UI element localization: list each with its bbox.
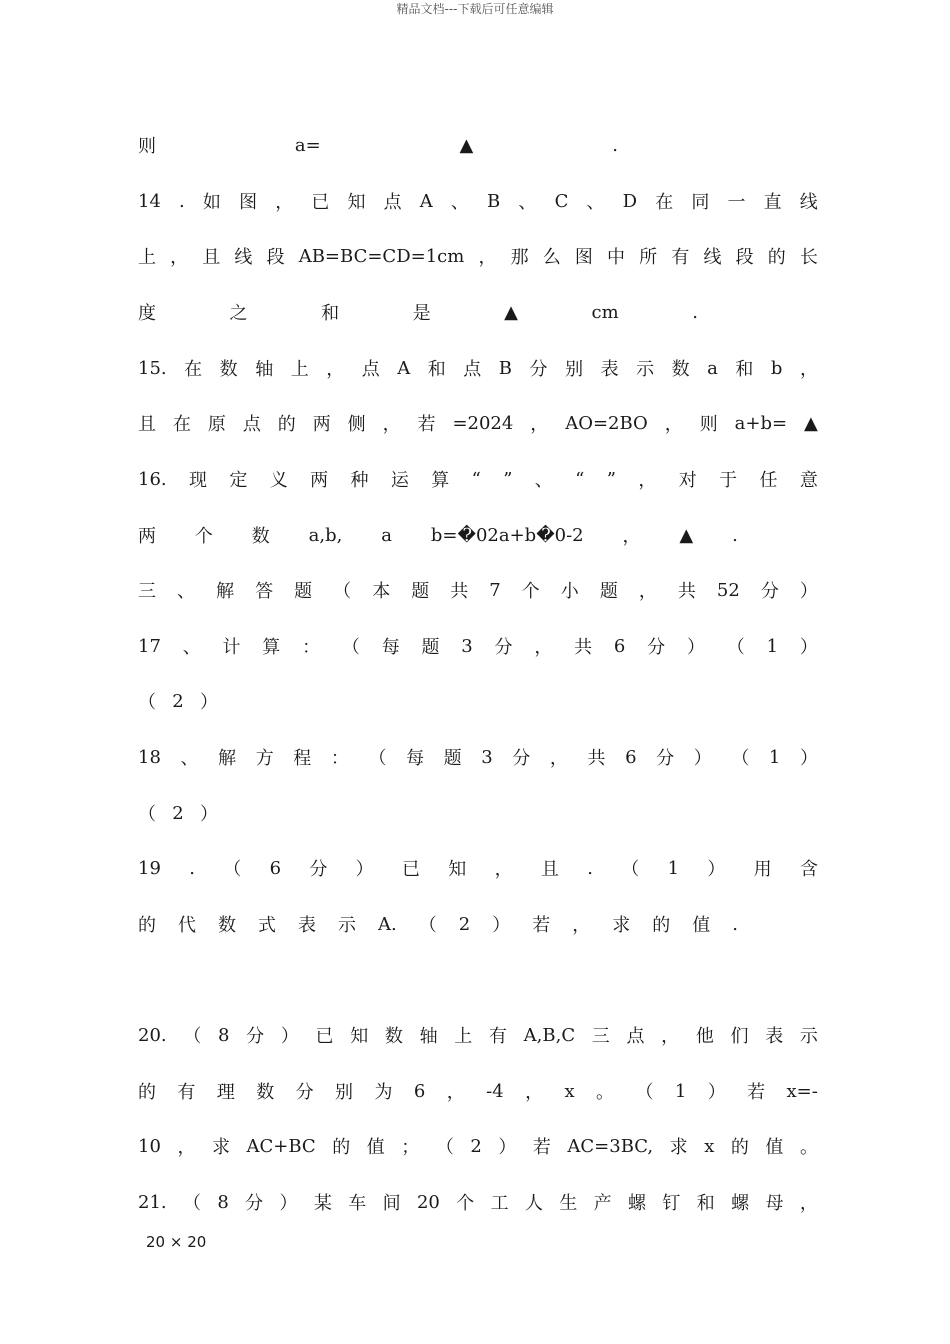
text-token: B	[498, 357, 513, 379]
text-token: 的	[767, 247, 786, 268]
text-token: 解	[216, 581, 235, 602]
text-token: ，	[170, 247, 189, 268]
text-token: 分	[295, 1082, 314, 1103]
text-token: 两	[310, 470, 329, 491]
text-token: 代	[178, 915, 196, 936]
text-token: 若	[532, 915, 551, 936]
text-token: .	[189, 857, 195, 879]
text-token: 为	[374, 1082, 393, 1103]
text-token: 理	[216, 1082, 235, 1103]
text-token: 别	[565, 359, 584, 380]
text-line	[138, 683, 218, 719]
text-token: 小	[560, 581, 579, 602]
text-token: ）	[199, 804, 218, 825]
text-token: 题	[599, 581, 618, 602]
text-token: 且	[138, 414, 156, 435]
text-token: 1	[674, 1080, 687, 1102]
text-token: 分	[494, 637, 513, 658]
text-line	[138, 461, 818, 497]
text-token: 求	[612, 915, 631, 936]
text-token: .	[587, 857, 593, 879]
text-token: 19	[138, 857, 161, 879]
text-token: 17	[138, 635, 161, 657]
text-token: ）	[199, 692, 218, 713]
text-token: ，	[622, 526, 641, 547]
text-token: 示	[338, 915, 356, 936]
text-token: 个	[456, 1193, 475, 1214]
text-token: a+b=	[734, 412, 788, 434]
text-token: 工	[490, 1193, 509, 1214]
answer-blank-marker: ▲	[803, 412, 818, 434]
text-token: 20.	[138, 1024, 167, 1046]
text-token: ，	[661, 1026, 680, 1047]
text-token: 1	[768, 746, 781, 768]
text-token: ，	[446, 1082, 465, 1103]
text-token: 点	[626, 1026, 645, 1047]
text-token: 示	[799, 1026, 818, 1047]
text-token: （	[333, 581, 352, 602]
text-token: 他	[695, 1026, 714, 1047]
text-token: ，	[382, 414, 401, 435]
text-token: x	[564, 1080, 575, 1102]
text-token: （	[435, 1137, 454, 1158]
text-token: ）	[799, 581, 818, 602]
text-token: （	[341, 637, 360, 658]
text-token: =2024	[452, 412, 514, 434]
footer-note: 20 × 20	[146, 1233, 207, 1251]
text-token: 点	[383, 192, 402, 213]
text-line	[138, 1073, 818, 1109]
text-token: 已	[315, 1026, 334, 1047]
text-token: 值	[366, 1137, 385, 1158]
text-token: 知	[350, 1026, 369, 1047]
text-token: a	[707, 357, 718, 379]
text-token: 且	[540, 859, 559, 880]
text-token: 、	[450, 192, 469, 213]
text-token: ；	[401, 1137, 420, 1158]
text-line	[138, 1017, 818, 1053]
text-token: 表	[298, 915, 316, 936]
text-token: 别	[335, 1082, 354, 1103]
text-token: 直	[763, 192, 782, 213]
text-token: 分	[309, 859, 328, 880]
text-token: 分	[512, 748, 531, 769]
text-token: 和	[696, 1193, 715, 1214]
text-token: ：	[330, 748, 349, 769]
text-token: ，	[530, 414, 549, 435]
text-token: 轴	[419, 1026, 438, 1047]
text-token: 如	[202, 192, 221, 213]
text-token: 含	[799, 859, 818, 880]
text-token: 答	[255, 581, 274, 602]
text-token: 20	[416, 1191, 440, 1213]
text-token: 表	[600, 359, 619, 380]
text-token: .	[732, 913, 738, 935]
text-token: （	[418, 915, 437, 936]
text-token: 母	[765, 1193, 784, 1214]
text-token: 的	[652, 915, 671, 936]
text-token: 人	[524, 1193, 543, 1214]
text-token: 三	[138, 581, 156, 602]
text-token: 同	[691, 192, 710, 213]
text-token: 有	[671, 247, 690, 268]
text-line	[138, 294, 698, 330]
text-token: 若	[417, 414, 436, 435]
text-token: 三	[591, 1026, 610, 1047]
text-token: 若	[532, 1137, 551, 1158]
text-token: 在	[172, 414, 191, 435]
text-token: 3	[461, 635, 473, 657]
text-token: 。	[799, 1137, 818, 1158]
text-token: 共	[677, 581, 696, 602]
text-token: 、	[534, 470, 553, 491]
text-token: 两	[138, 526, 156, 547]
text-token: ，	[525, 1082, 544, 1103]
text-token: ，	[494, 859, 513, 880]
text-token: “	[575, 468, 585, 490]
text-token: 和	[321, 303, 340, 324]
text-token: 共	[574, 637, 593, 658]
text-token: 数	[384, 1026, 403, 1047]
text-token: ”	[503, 468, 513, 490]
text-token: 有	[177, 1082, 196, 1103]
text-token: 、	[586, 192, 605, 213]
text-token: 在	[655, 192, 674, 213]
text-token: ）	[492, 915, 511, 936]
text-token: ：	[302, 637, 321, 658]
page-header: 精品文档---下载后可任意编辑	[396, 2, 554, 16]
text-token: （	[635, 1082, 654, 1103]
text-token: 、	[180, 748, 199, 769]
text-token: 某	[313, 1193, 332, 1214]
text-token: 值	[692, 915, 711, 936]
text-token: 值	[765, 1137, 784, 1158]
text-token: 8	[218, 1024, 230, 1046]
text-token: 那	[510, 247, 529, 268]
text-token: 于	[719, 470, 738, 491]
text-token: “	[471, 468, 481, 490]
text-token: 6	[625, 746, 637, 768]
text-token: 表	[765, 1026, 784, 1047]
text-token: ，	[326, 359, 345, 380]
text-token: 每	[381, 637, 400, 658]
text-token: 解	[218, 748, 237, 769]
text-token: 图	[574, 247, 593, 268]
text-token: 的	[138, 915, 156, 936]
text-token: 1	[667, 857, 680, 879]
text-token: ，	[638, 581, 657, 602]
text-token: 的	[730, 1137, 749, 1158]
text-token: ）	[279, 1193, 298, 1214]
text-token: 长	[799, 247, 818, 268]
text-token: B	[487, 190, 501, 212]
text-token: AO=2BO	[565, 412, 648, 434]
text-token: （	[731, 748, 750, 769]
text-token: AC=3BC,	[567, 1135, 654, 1157]
text-token: ）	[799, 748, 818, 769]
text-line	[138, 127, 618, 163]
text-token: 题	[294, 581, 313, 602]
text-token: 且	[202, 247, 221, 268]
text-token: 的	[138, 1082, 156, 1103]
text-token: ，	[478, 247, 497, 268]
text-token: 共	[587, 748, 606, 769]
text-token: .	[612, 134, 618, 156]
text-token: 们	[730, 1026, 749, 1047]
text-token: 上	[290, 359, 309, 380]
text-token: 段	[735, 247, 754, 268]
text-token: 求	[669, 1137, 688, 1158]
text-token: x	[704, 1135, 715, 1157]
text-token: 两	[312, 414, 331, 435]
text-token: 14	[138, 190, 161, 212]
text-token: 数	[218, 915, 236, 936]
text-line	[138, 572, 818, 608]
text-token: 8	[217, 1191, 229, 1213]
text-line	[138, 906, 738, 942]
text-token: 本	[372, 581, 391, 602]
text-token: 知	[448, 859, 467, 880]
text-token: 中	[607, 247, 626, 268]
text-token: 上	[454, 1026, 473, 1047]
text-token: 意	[799, 470, 818, 491]
text-token: 上	[138, 247, 156, 268]
text-token: 程	[293, 748, 312, 769]
text-token: 侧	[347, 414, 366, 435]
text-token: 轴	[255, 359, 274, 380]
text-token: 已	[311, 192, 330, 213]
text-token: ，	[638, 470, 657, 491]
text-line	[138, 517, 738, 553]
text-token: ）	[355, 859, 374, 880]
text-token: 共	[450, 581, 469, 602]
text-token: 线	[799, 192, 818, 213]
text-line	[138, 795, 218, 831]
text-token: 3	[481, 746, 493, 768]
text-line	[138, 183, 818, 219]
text-token: （	[621, 859, 640, 880]
text-token: 螺	[731, 1193, 750, 1214]
text-token: .	[732, 524, 738, 546]
text-token: 数	[219, 359, 238, 380]
text-token: 题	[411, 581, 430, 602]
text-token: 6	[269, 857, 282, 879]
text-token: 方	[255, 748, 274, 769]
text-token: A.	[378, 913, 397, 935]
text-token: x=-	[786, 1080, 818, 1102]
text-token: ”	[606, 468, 616, 490]
text-token: 么	[542, 247, 561, 268]
text-token: 段	[266, 247, 285, 268]
text-token: ）	[280, 1026, 299, 1047]
text-token: （	[726, 637, 745, 658]
text-token: 6	[613, 635, 626, 657]
text-token: 和	[427, 359, 446, 380]
text-token: .	[179, 190, 185, 212]
text-token: ，	[534, 637, 553, 658]
text-token: 分	[245, 1193, 264, 1214]
text-token: （	[138, 692, 156, 713]
text-token: A	[419, 190, 433, 212]
text-token: 间	[382, 1193, 401, 1214]
text-token: 一	[727, 192, 746, 213]
text-token: 2	[172, 690, 184, 712]
text-token: 示	[636, 359, 655, 380]
text-line	[138, 739, 818, 775]
text-line	[138, 405, 818, 441]
text-token: 和	[735, 359, 754, 380]
text-token: 若	[747, 1082, 766, 1103]
text-line	[138, 628, 818, 664]
text-token: 产	[593, 1193, 612, 1214]
text-token: 15.	[138, 357, 167, 379]
text-token: （	[183, 1193, 201, 1214]
text-token: 线	[234, 247, 253, 268]
text-token: 所	[639, 247, 658, 268]
text-token: 现	[189, 470, 208, 491]
text-token: 图	[239, 192, 258, 213]
text-token: 点	[242, 414, 261, 435]
answer-blank-marker: ▲	[679, 524, 694, 546]
text-token: 对	[678, 470, 697, 491]
text-token: 分	[647, 637, 666, 658]
text-token: a=	[294, 134, 321, 156]
text-token: 6	[413, 1080, 426, 1102]
text-token: 分	[246, 1026, 265, 1047]
text-token: ）	[707, 1082, 726, 1103]
text-token: A,B,C	[523, 1024, 576, 1046]
text-token: 10	[138, 1135, 161, 1157]
answer-blank-marker: ▲	[504, 301, 518, 323]
text-token: 2	[458, 913, 471, 935]
text-token: ，	[799, 359, 818, 380]
text-token: 18	[138, 746, 161, 768]
text-line	[138, 1184, 818, 1220]
text-token: 2	[470, 1135, 482, 1157]
text-token: 、	[182, 637, 201, 658]
text-token: ，	[799, 1193, 818, 1214]
text-token: 知	[347, 192, 366, 213]
text-token: a,b,	[308, 524, 343, 546]
text-token: 求	[211, 1137, 230, 1158]
text-token: 车	[348, 1193, 367, 1214]
text-token: ，	[275, 192, 294, 213]
text-token: 点	[361, 359, 380, 380]
text-token: 是	[412, 303, 431, 324]
text-token: 算	[262, 637, 281, 658]
text-token: 分	[529, 359, 548, 380]
text-token: 1	[766, 635, 779, 657]
text-token: 52	[716, 579, 740, 601]
text-line	[138, 1128, 818, 1164]
text-token: 每	[406, 748, 425, 769]
text-token: ）	[707, 859, 726, 880]
text-token: 计	[222, 637, 241, 658]
text-token: 算	[431, 470, 450, 491]
text-token: 之	[229, 303, 248, 324]
text-token: AB=BC=CD=1cm	[298, 245, 465, 267]
text-token: 的	[277, 414, 296, 435]
text-token: 定	[229, 470, 248, 491]
text-token: （	[368, 748, 387, 769]
text-token: ）	[686, 637, 705, 658]
text-token: 则	[138, 136, 156, 157]
text-token: 7	[489, 579, 501, 601]
text-token: 题	[421, 637, 440, 658]
text-token: 、	[518, 192, 537, 213]
text-token: ）	[693, 748, 712, 769]
text-token: .	[692, 301, 698, 323]
text-token: （	[138, 804, 156, 825]
text-token: AC+BC	[246, 1135, 316, 1157]
text-token: 21.	[138, 1191, 167, 1213]
text-token: 种	[350, 470, 369, 491]
text-token: 数	[251, 526, 270, 547]
text-token: 有	[488, 1026, 507, 1047]
text-token: 线	[703, 247, 722, 268]
text-token: ）	[799, 637, 818, 658]
text-token: 则	[699, 414, 718, 435]
text-token: ）	[498, 1137, 517, 1158]
text-token: 个	[194, 526, 213, 547]
text-token: A	[397, 357, 411, 379]
text-token: 的	[332, 1137, 351, 1158]
text-token: 已	[401, 859, 420, 880]
text-token: ，	[549, 748, 568, 769]
text-token: 分	[760, 581, 779, 602]
text-token: 度	[138, 303, 156, 324]
text-token: cm	[591, 301, 619, 323]
text-token: 、	[177, 581, 196, 602]
text-token: b	[770, 357, 783, 379]
text-token: 题	[443, 748, 462, 769]
text-token: D	[622, 190, 638, 212]
text-token: 钉	[662, 1193, 681, 1214]
text-token: ，	[177, 1137, 196, 1158]
text-token: ，	[664, 414, 683, 435]
text-token: 点	[463, 359, 482, 380]
text-token: b=�02a+b�0-2	[430, 524, 584, 546]
text-token: 生	[559, 1193, 578, 1214]
text-token: 在	[184, 359, 203, 380]
text-token: 数	[256, 1082, 275, 1103]
text-token: a	[381, 524, 392, 546]
text-token: -4	[486, 1080, 504, 1102]
text-token: 式	[258, 915, 276, 936]
text-token: 分	[656, 748, 675, 769]
text-token: 个	[521, 581, 540, 602]
text-token: 16.	[138, 468, 167, 490]
text-token: 运	[390, 470, 409, 491]
text-token: 数	[671, 359, 690, 380]
text-token: 任	[759, 470, 778, 491]
text-token: （	[183, 1026, 202, 1047]
text-token: 原	[207, 414, 226, 435]
text-line	[138, 850, 818, 886]
text-token: 用	[753, 859, 772, 880]
text-token: 。	[596, 1082, 615, 1103]
text-token: C	[554, 190, 569, 212]
text-token: 义	[269, 470, 288, 491]
text-token: （	[223, 859, 242, 880]
text-token: 螺	[628, 1193, 647, 1214]
text-token: 2	[172, 802, 184, 824]
text-token: ，	[572, 915, 591, 936]
answer-blank-marker: ▲	[459, 134, 474, 156]
text-line	[138, 350, 818, 386]
text-line	[138, 238, 818, 274]
